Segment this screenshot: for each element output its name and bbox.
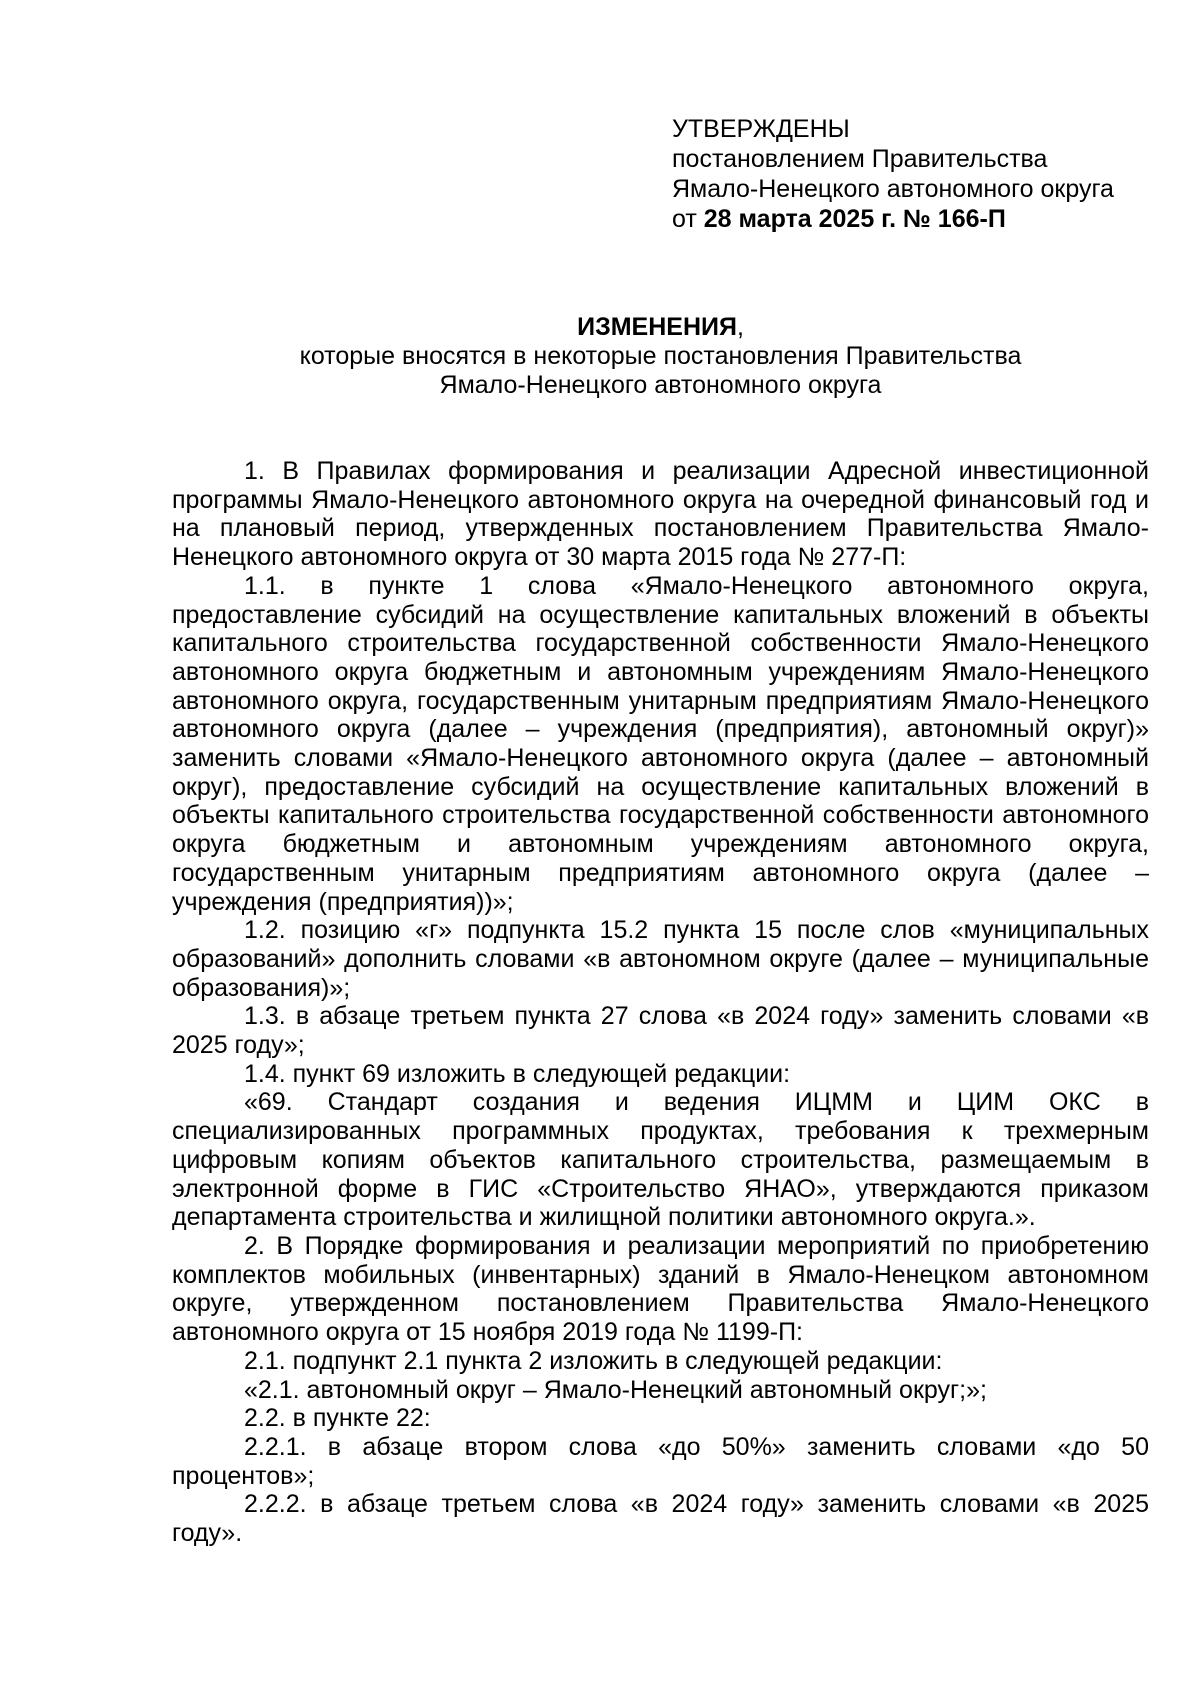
approved-label: УТВЕРЖДЕНЫ xyxy=(672,115,850,143)
paragraph-1-3: 1.3. в абзаце третьем пункта 27 слова «в 2024 году» заменить словами «в 2025 году»; xyxy=(172,1002,1149,1060)
approval-block xyxy=(672,114,1152,234)
approval-date-line xyxy=(672,204,1152,234)
paragraph-69-quote: «69. Стандарт создания и ведения ИЦММ и ЦИМ ОКС в специализированных программных продуктах, требования к трехмерным цифровым копиям объектов капитального строительства, размещаемым в электронной форме в ГИС «Строительство ЯНАО», утверждаются приказом департамента строительства и жилищной политики автономного округа.». xyxy=(172,1088,1149,1232)
paragraph-2-2-1: 2.2.1. в абзаце втором слова «до 50%» заменить словами «до 50 процентов»; xyxy=(172,1432,1149,1490)
approval-date-value: 28 марта 2025 г. № 166-П xyxy=(703,205,1006,233)
paragraph-2-2-2: 2.2.2. в абзаце третьем слова «в 2024 году» заменить словами «в 2025 году». xyxy=(172,1490,1149,1548)
approval-line-1: постановлением Правительства xyxy=(672,145,1048,173)
paragraph-2-1-quote: «2.1. автономный округ – Ямало-Ненецкий автономный округ;»; xyxy=(244,1375,987,1404)
heading-title: ИЗМЕНЕНИЯ xyxy=(577,313,737,341)
document-body xyxy=(172,457,1149,1548)
heading-title-line xyxy=(172,313,1149,342)
heading-title-suffix: , xyxy=(736,313,744,341)
paragraph-1-1: 1.1. в пункте 1 слова «Ямало-Ненецкого автономного округа, предоставление субсидий на осуществление капитальных вложений в объекты капитального строительства государственной собственности Ямало-Ненецкого автономного округа бюджетным и автономным учреждениям Ямало-Ненецкого автономного округа, государственным унитарным предприятиям Ямало-Ненецкого автономного округа (далее – учреждения (предприятия), автономный округ)» заменить словами «Ямало-Ненецкого автономного округа (далее – автономный округ), предоставление субсидий на осуществление капитальных вложений в объекты капитального строительства государственной собственности автономного округа бюджетным и автономным учреждениям автономного округа, государственным унитарным предприятиям автономного округа (далее – учреждения (предприятия))»; xyxy=(172,571,1149,916)
paragraph-2-2: 2.2. в пункте 22: xyxy=(244,1404,431,1433)
heading-subtitle-line-1: которые вносятся в некоторые постановления Правительства xyxy=(299,342,1022,370)
document-heading xyxy=(172,313,1149,400)
paragraph-1: 1. В Правилах формирования и реализации Адресной инвестиционной программы Ямало-Ненецкого автономного округа на очередной финансовый год и на плановый период, утвержденных постановлением Правительства Ямало-Ненецкого автономного округа от 30 марта 2015 года № 277-П: xyxy=(172,457,1149,572)
paragraph-1-2: 1.2. позицию «г» подпункта 15.2 пункта 15 после слов «муниципальных образований» дополнить словами «в автономном округе (далее – муниципальные образования)»; xyxy=(172,916,1149,1002)
approval-line-2: Ямало-Ненецкого автономного округа xyxy=(672,175,1114,203)
paragraph-1-4: 1.4. пункт 69 изложить в следующей редакции: xyxy=(244,1059,791,1088)
approval-date-prefix: от xyxy=(672,205,704,233)
paragraph-2-1: 2.1. подпункт 2.1 пункта 2 изложить в следующей редакции: xyxy=(244,1346,943,1375)
heading-subtitle-line-2: Ямало-Ненецкого автономного округа xyxy=(439,371,882,399)
paragraph-2: 2. В Порядке формирования и реализации мероприятий по приобретению комплектов мобильных (инвентарных) зданий в Ямало-Ненецком автономном округе, утвержденном постановлением Правительства Ямало-Ненецкого автономного округа от 15 ноября 2019 года № 1199-П: xyxy=(172,1231,1149,1347)
